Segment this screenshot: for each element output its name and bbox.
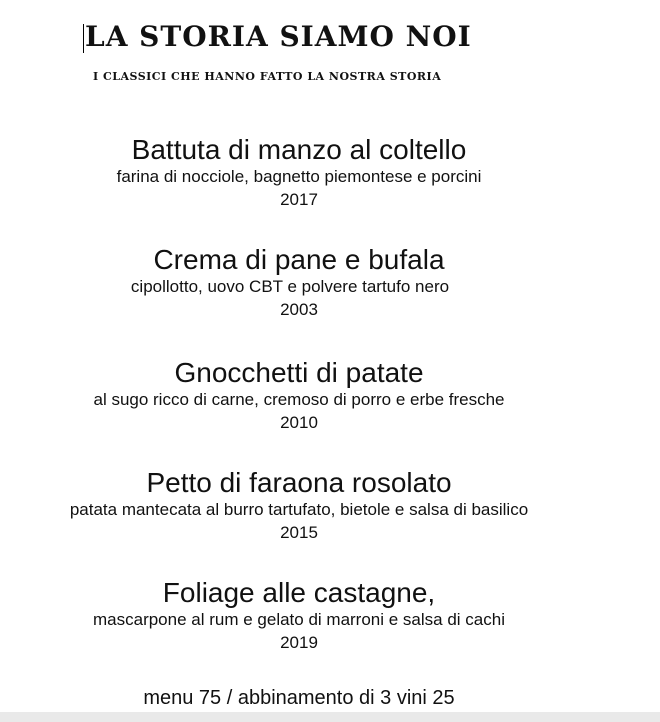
- dish-name: Gnocchetti di patate: [174, 357, 424, 388]
- dish-description: patata mantecata al burro tartufato, bietole e salsa di basilico: [69, 500, 529, 519]
- dish-year: 2015: [280, 523, 318, 542]
- dish-description: farina di nocciole, bagnetto piemontese e porcini: [116, 167, 482, 186]
- menu-item-crema: [0, 244, 598, 322]
- menu-item-battuta: [0, 134, 598, 212]
- menu-item-gnocchetti: [0, 357, 598, 435]
- dish-name: Battuta di manzo al coltello: [131, 134, 467, 165]
- dish-year: 2019: [280, 633, 318, 652]
- dish-description: al sugo ricco di carne, cremoso di porro e erbe fresche: [93, 390, 505, 409]
- menu-item-faraona: [0, 467, 598, 545]
- dish-year: 2010: [280, 413, 318, 432]
- dish-year: 2017: [280, 190, 318, 209]
- dish-year: 2003: [280, 300, 318, 319]
- dish-name: Petto di faraona rosolato: [146, 467, 452, 498]
- text-cursor: [83, 24, 84, 53]
- menu-item-foliage: [0, 577, 598, 655]
- dish-name: Crema di pane e bufala: [153, 244, 445, 275]
- dish-name: Foliage alle castagne,: [162, 577, 436, 608]
- page-edge: [0, 712, 660, 722]
- dish-description: cipollotto, uovo CBT e polvere tartufo nero: [130, 277, 450, 296]
- dish-description: mascarpone al rum e gelato di marroni e salsa di cachi: [93, 610, 505, 629]
- page-title: LA STORIA SIAMO NOI: [85, 20, 472, 53]
- price-line: menu 75 / abbinamento di 3 vini 25: [143, 687, 455, 709]
- page-subtitle: I CLASSICI CHE HANNO FATTO LA NOSTRA STORIA: [93, 70, 442, 83]
